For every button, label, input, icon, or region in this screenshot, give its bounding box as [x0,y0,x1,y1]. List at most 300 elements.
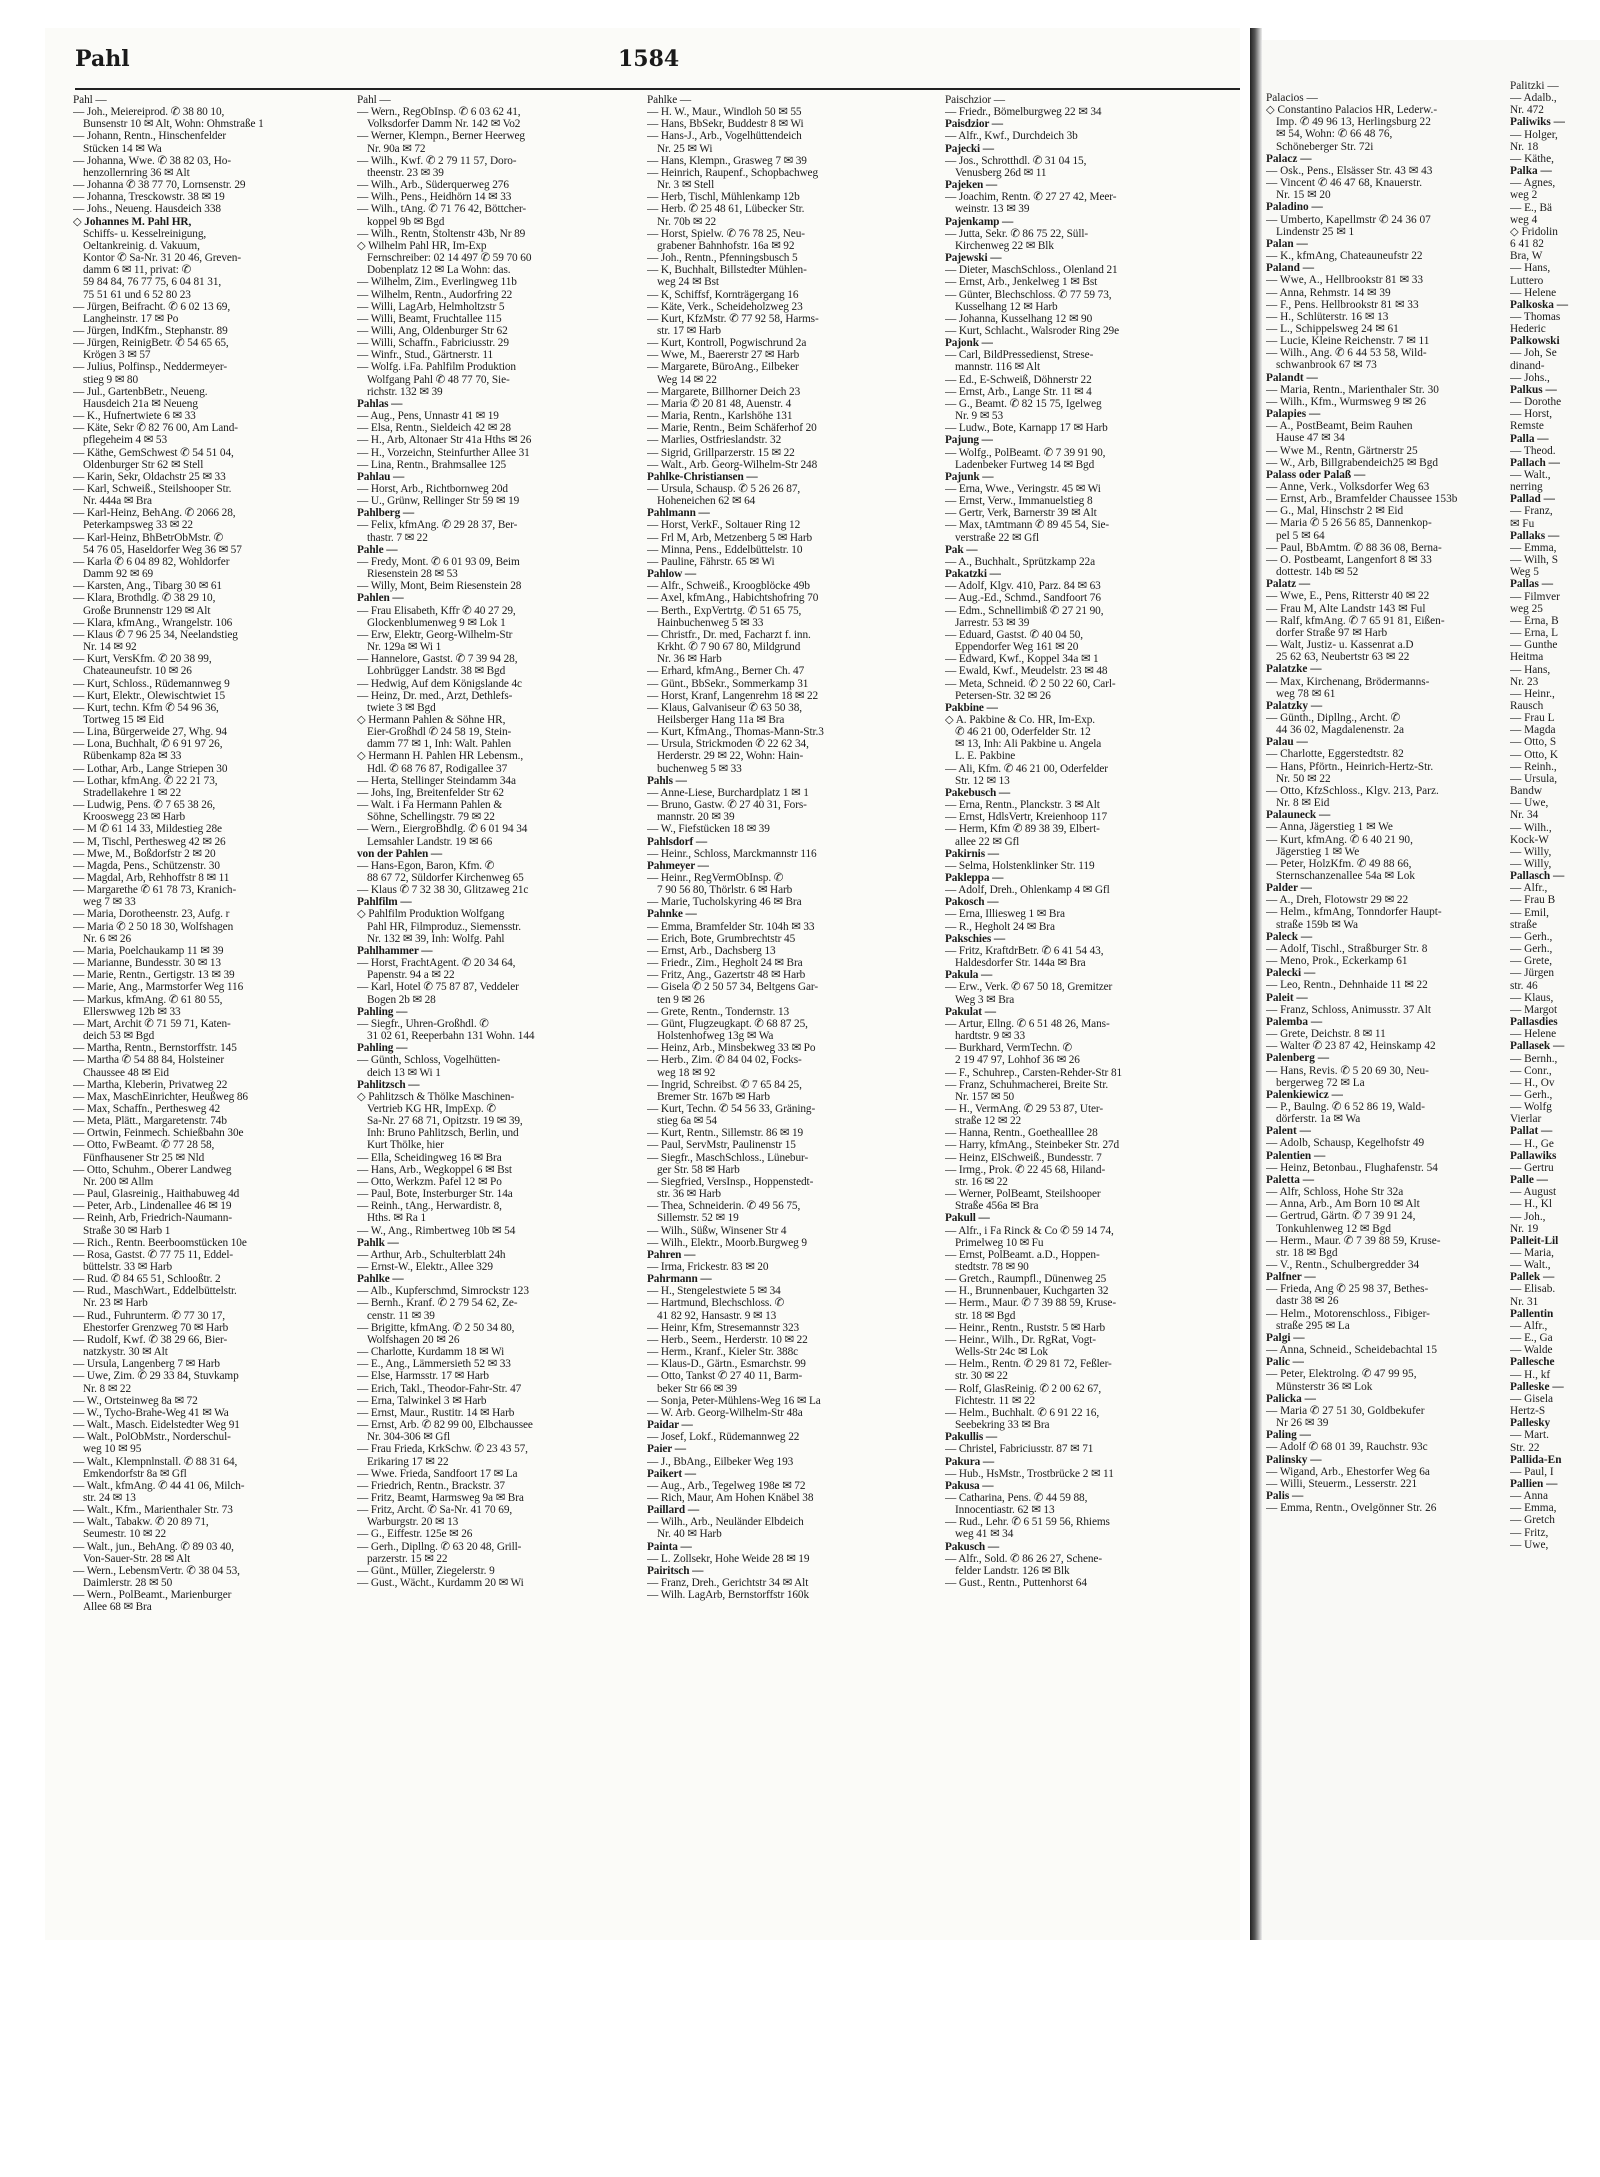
directory-entry: — Magda [1510,724,1556,737]
directory-entry: felder Landstr. 126 ✉ Blk [955,1564,1070,1577]
entry-heading: Pallesky [1510,1417,1551,1430]
directory-entry: — Wilh. LagArb, Bernstorffstr 160k [647,1589,810,1602]
directory-entry: Eier-Großhdl ✆ 24 58 19, Stein- [367,726,512,739]
directory-entry: Nr. 8 ✉ Eid [1276,797,1330,810]
directory-entry: — Irma, Frickestr. 83 ✉ 20 [647,1261,769,1273]
directory-entry: ◇ Constantino Palacios HR, Lederw.- [1266,104,1438,117]
directory-entry: Primelweg 10 ✉ Fu [955,1236,1044,1249]
directory-entry: — Herm., Maur. ✆ 7 39 88 59, Kruse- [945,1297,1117,1310]
directory-entry: — Erna, Rentn., Planckstr. 3 ✉ Alt [945,799,1100,812]
directory-entry: — Wilh., Süßw, Winsener Str 4 [647,1224,787,1237]
directory-entry: — L., Schippelsweg 24 ✉ 61 [1266,322,1399,335]
directory-entry: — L. Zollsekr, Hohe Weide 28 ✉ 19 [647,1552,810,1565]
entry-heading: Pakatzki — [945,568,1001,581]
directory-entry: Fernschreiber: 02 14 497 ✆ 59 70 60 [367,252,532,265]
directory-entry: Krkht. ✆ 7 90 67 80, Mildgrund [657,641,801,654]
directory-entry: Bandw [1510,785,1543,798]
directory-entry: Nr. 157 ✉ 50 [955,1090,1015,1103]
directory-entry: — F., Schuhrep., Carsten-Rehder-Str 81 [945,1066,1123,1079]
entry-heading: Palder — [1266,882,1312,895]
directory-entry: Haldesdorfer Str. 144a ✉ Bra [955,957,1086,970]
directory-entry: — Maria, Rentn., Marienthaler Str. 30 [1266,383,1439,396]
directory-entry: Bra, W [1510,250,1543,263]
entry-heading: Palfner — [1266,1271,1316,1284]
directory-entry: Pahl — [357,94,391,106]
directory-entry: Nr. 304-306 ✉ Gfl [367,1431,451,1444]
directory-entry: twiete 3 ✉ Bgd [367,701,436,714]
directory-entry: — Aug., Arb., Tegelweg 198e ✉ 72 [647,1479,806,1492]
directory-entry: Straße 456a ✉ Bra [955,1200,1039,1213]
directory-entry: stieg 9 ✉ 80 [83,373,139,386]
directory-entry: Inh: Bruno Pahlitzsch, Berlin, und [367,1127,519,1140]
directory-entry: — Grete, [1510,955,1553,968]
directory-entry: — Rolf, GlasReinig. ✆ 2 00 62 67, [945,1382,1102,1395]
directory-entry: — Jutta, Sekr. ✆ 86 75 22, Süll- [945,227,1089,240]
directory-entry: — Markus, kfmAng. ✆ 61 80 55, [73,993,223,1006]
directory-entry: — Erna, Illiesweg 1 ✉ Bra [945,908,1065,921]
directory-entry: — Otto, FwBeamt. ✆ 77 28 58, [73,1139,215,1152]
directory-entry: Söhne, Schellingstr. 79 ✉ 22 [367,811,495,824]
directory-entry: — Klaus, [1510,991,1554,1004]
directory-entry: — Willy, [1510,845,1552,858]
directory-entry: Kock-W [1510,833,1549,846]
directory-entry: Oeltankreinig. d. Vakuum, [83,239,200,252]
directory-entry: Große Brunnenstr 129 ✉ Alt [83,604,211,617]
directory-entry: — Klaus-D., Gärtn., Esmarchstr. 99 [647,1358,806,1371]
directory-entry: Oldenburger Str 62 ✉ Stell [83,458,204,471]
directory-entry: — Walter ✆ 23 87 42, Heinskamp 42 [1266,1040,1436,1053]
directory-entry: Palitzki — [1510,80,1559,92]
directory-entry: — Emma, [1510,1502,1557,1515]
column-4 [945,94,1237,1904]
directory-entry: — Siegfr., Uhren-Großhdl. ✆ [357,1017,489,1030]
directory-entry: — Maria, Rentn., Karlshöhe 131 [647,410,793,423]
directory-entry: — Emma, [1510,541,1557,554]
directory-entry: — Rosa, Gastst. ✆ 77 75 11, Eddel- [73,1248,234,1261]
directory-entry: — Gust., Rentn., Puttenhorst 64 [945,1577,1087,1590]
directory-entry: — Gertru [1510,1161,1554,1174]
directory-entry: grabener Bahnhofstr. 16a ✉ 92 [657,239,795,252]
directory-entry: — Charlotte, Eggerstedtstr. 82 [1266,748,1404,761]
directory-entry: — Ella, Scheidingweg 16 ✉ Bra [357,1151,502,1164]
directory-entry: — Emil, [1510,906,1549,919]
directory-entry: Volksdorfer Damm Nr. 142 ✉ Vo2 [367,118,521,131]
directory-entry: — E., Ga [1510,1332,1553,1345]
directory-entry: — Alfr., [1510,1319,1548,1332]
directory-entry: Nr. 472 [1510,104,1544,117]
directory-entry: ✉ 13, Inh: Ali Pakbine u. Angela [955,738,1102,751]
directory-entry: Kontor ✆ Sa-Nr. 31 20 46, Greven- [83,252,242,265]
directory-entry: — Irmg., Prok. ✆ 22 45 68, Hiland- [945,1163,1106,1176]
column-2 [357,94,643,1904]
directory-entry: — H., VermAng. ✆ 29 53 87, Uter- [945,1102,1104,1115]
directory-entry: — W., Arb, Billgrabendeich25 ✉ Bgd [1266,456,1439,469]
directory-entry: — Kurt, KfmAng., Thomas-Mann-Str.3 [647,726,824,739]
directory-entry: büttelstr. 33 ✉ Harb [83,1261,173,1273]
directory-entry: — Wilhelm, Rentn., Audorfring 22 [357,288,513,301]
directory-entry: — Lina, Rentn., Brahmsallee 125 [357,458,507,471]
page-number: 1584 [618,46,680,72]
entry-heading: Pahlsdorf — [647,835,708,848]
directory-entry: Ladenbeker Furtweg 14 ✉ Bgd [955,458,1095,471]
directory-entry: — Jürgen [1510,967,1555,980]
entry-heading: Pahlas — [357,397,403,410]
directory-entry: — Karl, Schweiß., Steilshooper Str. [73,483,232,495]
running-head-name: Pahl [75,46,130,72]
directory-entry: — Minna, Pens., Eddelbüttelstr. 10 [647,543,803,556]
directory-entry: ger Str. 58 ✉ Harb [657,1163,740,1176]
directory-entry: — Klaus ✆ 7 32 38 30, Glitzaweg 21c [357,884,529,897]
directory-entry: — Franz, [1510,505,1553,518]
directory-entry: — Heinz, Arb., Minsbekweg 33 ✉ Po [647,1042,816,1055]
directory-entry: — Lona, Buchhalt, ✆ 6 91 97 26, [73,738,223,751]
directory-entry: 7 90 56 80, Thörlstr. 6 ✉ Harb [657,884,793,897]
directory-entry: — Heinr, Kfm, Stresemannstr 323 [647,1321,800,1334]
directory-entry: — Adolf, Klgv. 410, Parz. 84 ✉ 63 [945,580,1101,593]
directory-entry: — Kurt, Schloss., Rüdemannweg 9 [73,677,230,690]
directory-entry: — Erna, B [1510,614,1559,627]
entry-heading: Paland — [1266,262,1315,275]
directory-entry: — Hans, BbSekr, Buddestr 8 ✉ Wi [647,118,804,131]
directory-entry: Nr. 23 ✉ Harb [83,1297,148,1310]
directory-entry: — Karla ✆ 6 04 89 82, Wohldorfer [73,555,230,568]
directory-entry: — Johanna, Kusselhang 12 ✉ 90 [945,312,1093,325]
directory-entry: Ellerswweg 12b ✉ 33 [83,1005,181,1018]
directory-entry: — Frau L [1510,712,1555,725]
directory-entry: — E., Bä [1510,201,1553,214]
directory-entry: — Lothar, kfmAng. ✆ 22 21 73, [73,774,218,787]
directory-entry: — Klara, Brothdlg. ✆ 38 29 10, [73,592,216,605]
directory-entry: — Wern., PolBeamt., Marienburger [73,1589,232,1602]
directory-entry: verstraße 22 ✉ Gfl [955,531,1039,544]
directory-entry: — Heinr., Wilh., Dr. RgRat, Vogt- [945,1333,1096,1346]
directory-entry: 25 62 63, Neubertstr 63 ✉ 22 [1276,651,1410,664]
directory-entry: — Lina, Bürgerweide 27, Whg. 94 [73,726,227,739]
directory-entry: — Gerh., [1510,930,1553,943]
directory-entry: — A., PostBeamt, Beim Rauhen [1266,420,1413,433]
directory-entry: dastr 38 ✉ 26 [1276,1295,1339,1308]
directory-entry: dorfer Straße 97 ✉ Harb [1276,626,1388,639]
directory-entry: — Sonja, Peter-Mühlens-Weg 16 ✉ La [647,1394,821,1407]
entry-heading: Pahren — [647,1248,696,1261]
header-rule [75,88,1240,90]
directory-entry: — Osk., Pens., Elsässer Str. 43 ✉ 43 [1266,164,1433,177]
directory-entry: — Willi, LagArb, Helmholtzstr 5 [357,300,505,313]
directory-entry: Vierlar [1510,1113,1542,1126]
entry-heading: Paier — [647,1443,686,1456]
directory-entry: straße 12 ✉ 22 [955,1115,1022,1128]
directory-entry: str. 16 ✉ 22 [955,1175,1008,1188]
directory-entry: str. 46 [1510,979,1538,992]
directory-entry: — Erw, Elektr, Georg-Wilhelm-Str [357,628,513,641]
entry-heading: Pakula — [945,969,993,982]
directory-entry: — W., Tycho-Brahe-Weg 41 ✉ Wa [73,1406,229,1419]
directory-entry: — Willy, [1510,858,1552,870]
directory-entry: Münsterstr 36 ✉ Lok [1276,1380,1373,1393]
directory-entry: — Friedr., Bömelburgweg 22 ✉ 34 [945,106,1102,119]
directory-entry: Nr. 40 ✉ Harb [657,1528,722,1541]
directory-entry: — U., Grünw, Rellinger Str 59 ✉ 19 [357,495,520,508]
directory-entry: — Sigrid, Grillparzerstr. 15 ✉ 22 [647,446,795,459]
entry-heading: Paliwiks — [1510,116,1565,129]
directory-entry: Pahl — [73,94,107,106]
entry-heading: Pairitsch — [647,1564,704,1577]
directory-entry: Ehestorfer Grenzweg 70 ✉ Harb [83,1321,229,1334]
directory-entry: str. 30 ✉ 22 [955,1370,1008,1383]
entry-heading: Palicka — [1266,1392,1316,1405]
directory-entry: — Dieter, MaschSchloss., Olenland 21 [945,264,1118,277]
directory-entry: — Hedwig, Auf dem Königslande 4c [357,677,522,690]
directory-entry: Peterkampsweg 33 ✉ 22 [83,519,193,532]
directory-entry: — Alfr., Kwf., Durchdeich 3b [945,130,1078,143]
directory-entry: — Harry, kfmAng., Steinbeker Str. 27d [945,1139,1120,1152]
directory-entry: — Bernh., Kranf. ✆ 2 79 54 62, Ze- [357,1297,518,1310]
directory-entry: — Uwe, [1510,797,1549,810]
directory-entry: — Wolfg [1510,1101,1552,1114]
directory-entry: — Uwe, Zim. ✆ 29 33 84, Stuvkamp [73,1370,239,1383]
directory-entry: weg 25 [1510,602,1543,615]
entry-heading: Pahmeyer — [647,859,709,872]
directory-entry: — Otto, K [1510,748,1559,761]
directory-entry: — Anna [1510,1490,1548,1503]
entry-heading: Pakleppa — [945,872,1004,884]
directory-entry: — Käte, Sekr ✆ 82 76 00, Am Land- [73,422,238,435]
directory-entry: — Erw., Verk. ✆ 67 50 18, Gremitzer [945,981,1113,994]
directory-entry: Fichtestr. 11 ✉ 22 [955,1394,1036,1407]
directory-entry: — Hub., HsMstr., Trostbrücke 2 ✉ 11 [945,1467,1114,1480]
directory-entry: — Karl-Heinz, BehAng. ✆ 2066 28, [73,507,236,520]
entry-heading: Palis — [1266,1489,1304,1502]
directory-entry: — Alfr., i Fa Rinck & Co ✆ 59 14 74, [945,1224,1114,1237]
directory-entry: — Willi, Schaffn., Fabriciusstr. 29 [357,337,509,350]
directory-entry: — W., Ortsteinweg 8a ✉ 72 [73,1394,198,1407]
entry-heading: Pahlow — [647,568,697,581]
directory-entry: Hause 47 ✉ 34 [1276,432,1345,445]
directory-entry: — Herb., Zim. ✆ 84 04 02, Focks- [647,1054,802,1067]
directory-entry: Innocentiastr. 62 ✉ 13 [955,1504,1055,1517]
directory-entry: allee 22 ✉ Gfl [955,835,1020,848]
directory-entry: — Hannelore, Gastst. ✆ 7 39 94 28, [357,653,518,666]
entry-heading: Pakschies — [945,932,1006,945]
entry-heading: Pallida-En [1510,1453,1562,1466]
directory-entry: — R., Hegholt 24 ✉ Bra [945,920,1055,933]
directory-entry: — Paul, ServMstr, Paulinenstr 15 [647,1139,796,1152]
directory-entry: — V., Rentn., Schulbergredder 34 [1266,1259,1420,1271]
directory-entry: — Heinz, Betonbau., Flughafenstr. 54 [1266,1161,1438,1174]
directory-entry: ◇ Pahlfilm Produktion Wolfgang [357,908,505,921]
directory-entry: — Erna, Talwinkel 3 ✉ Harb [357,1394,487,1407]
directory-entry: — Walt., Tabakw. ✆ 20 89 71, [73,1516,209,1529]
directory-entry: 54 76 05, Haseldorfer Weg 36 ✉ 57 [83,543,242,556]
directory-entry: — Eduard, Gastst. ✆ 40 04 50, [945,628,1084,641]
directory-entry: Warburgstr. 20 ✉ 13 [367,1516,459,1529]
entry-heading: Pallach — [1510,456,1560,469]
directory-entry: — Kurt, Kontroll, Pogwischrund 2a [647,337,807,350]
directory-entry: — Anna, Jägerstieg 1 ✉ We [1266,821,1393,834]
directory-entry: Nr. 129a ✉ Wi 1 [367,641,442,654]
directory-entry: — Gust., Wächt., Kurdamm 20 ✉ Wi [357,1577,524,1590]
entry-heading: Palatz — [1266,578,1311,591]
directory-entry: — Marie, Ang., Marmstorfer Weg 116 [73,981,244,994]
entry-heading: Palleit-Lil [1510,1234,1559,1247]
directory-entry: — Alfr., Schweiß., Kroogblöcke 49b [647,580,810,593]
directory-entry: ◇ Hermann Pahlen & Söhne HR, [357,713,506,726]
directory-entry: — Mart, Archit ✆ 71 59 71, Katen- [73,1017,231,1030]
directory-entry: — Herm, Kfm ✆ 89 38 39, Elbert- [945,823,1100,836]
entry-heading: Pahlhammer — [357,944,433,957]
directory-entry: Palacios — [1266,92,1318,104]
directory-entry: — Rud., MaschWart., Eddelbüttelstr. [73,1285,237,1298]
directory-entry: — Wilh., Arb., Süderquerweg 276 [357,179,509,192]
directory-entry: — Otto, S [1510,736,1557,749]
directory-entry: 6 41 82 [1510,238,1544,251]
directory-entry: — Ursula, Schausp. ✆ 5 26 26 87, [647,483,801,495]
entry-heading: Pallasek — [1510,1040,1565,1053]
directory-entry: — Heinr., Schloss, Marckmannstr 116 [647,847,817,860]
directory-entry: — Gerh., [1510,1088,1553,1101]
directory-entry: ten 9 ✉ 26 [657,993,705,1006]
directory-entry: Weg 5 [1510,566,1539,579]
directory-entry: — Peter, Arb., Lindenallee 46 ✉ 19 [73,1200,232,1213]
directory-entry: — H., Ge [1510,1137,1554,1150]
directory-entry: Hdl. ✆ 68 76 87, Rodigallee 37 [367,762,508,775]
directory-entry: — Günt., BbSekr., Sommerkamp 31 [647,677,809,690]
directory-entry: — Dorothe [1510,396,1562,409]
directory-entry: dottestr. 14b ✉ 52 [1276,566,1359,579]
directory-entry: — Adolb, Schausp, Kegelhofstr 49 [1266,1137,1425,1150]
directory-entry: — Elisab. [1510,1283,1556,1296]
directory-entry: Hths. ✉ Ra 1 [367,1212,427,1225]
directory-entry: Papenstr. 94 a ✉ 22 [367,969,455,982]
directory-entry: — Frau Elisabeth, Kffr ✆ 40 27 29, [357,604,516,617]
directory-entry: ◇ Hermann H. Pahlen HR Lebensm., [357,750,524,763]
entry-heading: Pajeken — [945,179,998,192]
directory-entry: — H., Vorzeichn, Steinfurther Allee 31 [357,446,530,459]
directory-entry: ◇ A. Pakbine & Co. HR, Im-Exp. [945,713,1096,726]
directory-entry: hardtstr. 9 ✉ 33 [955,1030,1025,1043]
directory-entry: mannstr. 20 ✉ 39 [657,811,735,824]
directory-entry: str. 18 ✉ Bgd [1276,1246,1338,1259]
directory-entry: — Holger, [1510,128,1558,141]
directory-entry: — Ernst, Arb. ✆ 82 99 00, Elbchaussee [357,1419,533,1432]
directory-entry: — Ed., E-Schweiß, Döhnerstr 22 [945,373,1092,386]
entry-heading: Palatzky — [1266,699,1323,712]
directory-entry: Remste [1510,420,1544,433]
directory-entry: — Charlotte, Kurdamm 18 ✉ Wi [357,1346,505,1359]
directory-entry: Paischzior — [945,94,1005,106]
directory-entry: — Heinrich, Raupenf., Schopbachweg [647,166,819,179]
directory-entry: — G., Beamt. ✆ 82 15 75, Igelweg [945,397,1102,410]
directory-entry: — Carl, BildPressedienst, Strese- [945,349,1094,362]
directory-entry: — Ralf, kfmAng. ✆ 7 65 91 81, Eißen- [1266,614,1445,627]
facing-column-1 [1266,92,1504,1514]
directory-entry: — K., Hufnertwiete 6 ✉ 33 [73,410,196,423]
directory-entry: — Reinh., [1510,760,1557,773]
directory-entry: — Karin, Sekr, Oldachstr 25 ✉ 33 [73,470,226,483]
directory-entry: Von-Sauer-Str. 28 ✉ Alt [83,1552,191,1565]
directory-entry: Chateauneufstr. 10 ✉ 26 [83,665,192,678]
directory-entry: — Wwe. Frieda, Sandfoort 17 ✉ La [357,1467,518,1480]
directory-entry: straße 295 ✉ La [1276,1319,1350,1332]
directory-entry: — Ludw., Bote, Karnapp 17 ✉ Harb [945,422,1108,435]
directory-entry: — Friedr., Zim., Hegholt 24 ✉ Bra [647,957,803,970]
directory-entry: — Hans, Revis. ✆ 5 20 69 30, Neu- [1266,1064,1429,1077]
directory-entry: — Reinh, Arb, Friedrich-Naumann- [73,1212,232,1225]
directory-entry: Glockenblumenweg 9 ✉ Lok 1 [367,616,506,629]
entry-heading: Pahlau — [357,470,405,483]
directory-entry: natzkystr. 30 ✉ Alt [83,1346,168,1359]
directory-entry: — Walt, Justiz- u. Kassenrat a.D [1266,639,1414,652]
directory-entry: — Berth., ExpVertrtg. ✆ 51 65 75, [647,604,802,617]
directory-entry: — G., Eiffestr. 125e ✉ 26 [357,1528,473,1541]
directory-entry: 41 82 92, Hansastr. 9 ✉ 13 [657,1309,777,1322]
directory-entry: — Christfr., Dr. med, Facharzt f. inn. [647,628,811,641]
directory-entry: — W., Ang., Rimbertweg 10b ✉ 54 [357,1224,516,1237]
book-gutter [1250,28,1262,1940]
directory-entry: Fünfhausener Str 25 ✉ Nld [83,1151,205,1164]
entry-heading: Palapies — [1266,408,1321,421]
directory-entry: — Wolfg. i.Fa. Pahlfilm Produktion [357,361,516,374]
entry-heading: Pahlke — [357,1273,404,1286]
directory-entry: stedtstr. 78 ✉ 90 [955,1261,1029,1273]
directory-entry: — Johs., [1510,371,1550,384]
directory-entry: Weg 3 ✉ Bra [955,993,1015,1006]
entry-heading: Palgi — [1266,1331,1305,1344]
directory-entry: Pahl HR, Filmproduz., Siemensstr. [367,920,521,933]
directory-entry: — O. Postbeamt, Langenfort 8 ✉ 33 [1266,553,1432,566]
directory-entry: Schiffs- u. Kesselreinigung, [83,227,207,240]
entry-heading: Paladino — [1266,201,1323,214]
directory-entry: — Filmver [1510,590,1560,603]
directory-entry: mannstr. 116 ✉ Alt [955,361,1041,374]
directory-entry: — Conr., [1510,1064,1552,1077]
directory-entry: — H., Stengelestwiete 5 ✉ 34 [647,1285,781,1298]
directory-entry: — Heinz, Dr. med., Arzt, Dethlefs- [357,689,513,702]
directory-entry: — Ursula, Langenberg 7 ✉ Harb [73,1358,220,1371]
directory-entry: censtr. 11 ✉ 39 [367,1309,435,1322]
directory-entry: Weg 14 ✉ 22 [657,373,717,386]
directory-entry: Rübenkamp 82a ✉ 33 [83,750,182,763]
directory-entry: — Karl, Hotel ✆ 75 87 87, Veddeler [357,981,519,994]
directory-entry: — Paul, Bote, Insterburger Str. 14a [357,1188,513,1201]
directory-entry: Erikaring 17 ✉ 22 [367,1455,449,1468]
directory-entry: — M ✆ 61 14 33, Mildestieg 28e [73,823,222,836]
directory-entry: — Walt., kfmAng. ✆ 44 41 06, Milch- [73,1479,245,1492]
entry-heading: Pallentin [1510,1307,1554,1320]
directory-entry: — Wern., LebensmVertr. ✆ 38 04 53, [73,1564,240,1577]
directory-entry: — Willi, Ang, Oldenburger Str 62 [357,324,508,337]
directory-entry: — Günter, Blechschloss. ✆ 77 59 73, [945,288,1112,301]
directory-entry: — Walt., [1510,469,1551,481]
directory-entry: Nr. 18 [1510,140,1539,153]
directory-entry: — Wilh., Kfm., Wurmsweg 9 ✉ 26 [1266,395,1427,408]
directory-entry: Nr. 200 ✉ Allm [83,1175,154,1188]
entry-heading: Pallat — [1510,1125,1553,1138]
directory-entry: deich 53 ✉ Bgd [83,1030,155,1043]
entry-heading: Pallad — [1510,493,1555,506]
directory-entry: — Reinh., tAng., Herwardistr. 8, [357,1200,502,1213]
directory-entry: deich 13 ✉ Wi 1 [367,1066,441,1079]
directory-entry: 31 02 61, Reeperbahn 131 Wohn. 144 [367,1030,535,1043]
directory-entry: — Margot [1510,1003,1558,1016]
entry-heading: Pajung — [945,434,993,447]
directory-entry: — Frieda, Ang ✆ 25 98 37, Bethes- [1266,1283,1429,1296]
directory-entry: Bunsenstr 10 ✉ Alt, Wohn: Ohmstraße 1 [83,118,264,131]
directory-entry: Nr. 23 [1510,675,1539,688]
directory-entry: — Felix, kfmAng. ✆ 29 28 37, Ber- [357,519,518,532]
directory-columns [45,94,1240,1904]
directory-entry: — Magda, Pens., Schützenstr. 30 [73,859,220,872]
